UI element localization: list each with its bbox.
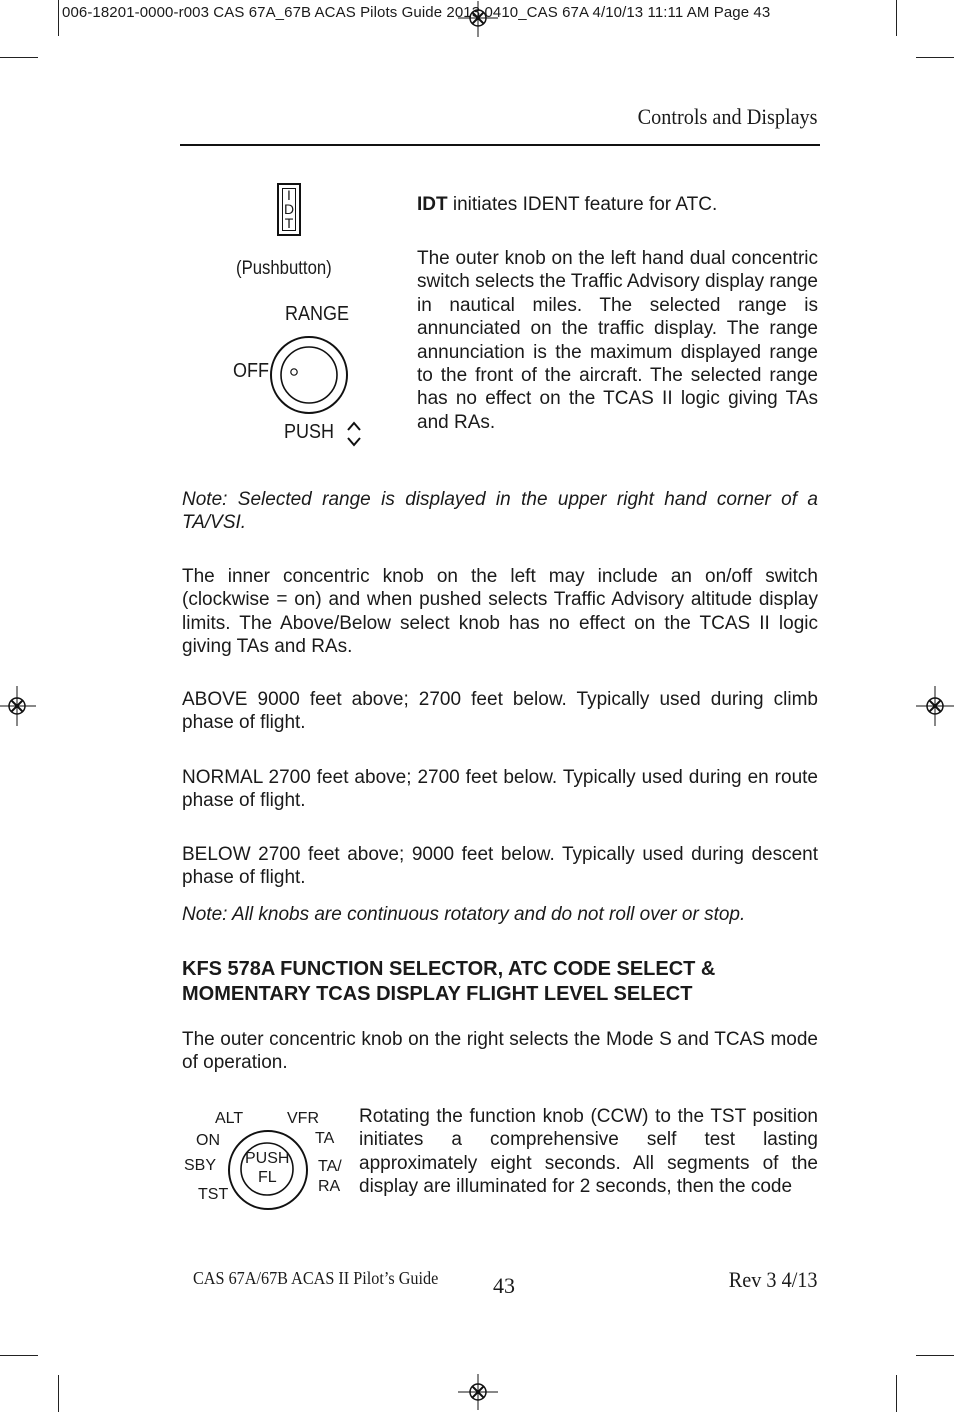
rotating-paragraph: Rotating the function knob (CCW) to the TST position initiates a comprehensive self test lasting approximately eight seconds. All segments of the display are illuminated for 2 seconds, then the code: [359, 1106, 818, 1198]
footer-guide-title: CAS 67A/67B ACAS II Pilot’s Guide: [193, 1268, 439, 1288]
section-heading-line: MOMENTARY TCAS DISPLAY FLIGHT LEVEL SELECT: [182, 983, 693, 1005]
note-range: Note: Selected range is displayed in the upper right hand corner of a TA/VSI.: [182, 489, 818, 534]
fn-label-sby: SBY: [184, 1157, 217, 1174]
fn-label-tara-line: TA/: [318, 1158, 342, 1175]
crop-mark: [896, 1375, 897, 1412]
fn-label-on: ON: [196, 1132, 220, 1149]
page-number: 43: [493, 1273, 515, 1298]
idt-letter: D: [283, 201, 295, 217]
crop-mark: [58, 0, 59, 36]
note-knobs: Note: All knobs are continuous rotatory and do not roll over or stop.: [182, 904, 746, 925]
inner-knob-paragraph: The inner concentric knob on the left may include an on/off switch (clockwise = on) and when pushed selects Traffic Advisory altitude display limits. The Above/Below select knob has no effect on the TCAS II logic giving TAs and RAs.: [182, 566, 818, 658]
section-heading: [182, 957, 822, 1007]
fn-label-tara: [318, 1157, 342, 1197]
crop-mark: [0, 57, 38, 58]
crop-mark: [916, 57, 954, 58]
footer-revision: Rev 3 4/13: [729, 1267, 818, 1292]
idt-letter: T: [284, 215, 294, 231]
section-heading-line: KFS 578A FUNCTION SELECTOR, ATC CODE SELECT &: [182, 958, 716, 980]
idt-pushbutton-icon: [277, 183, 301, 236]
fn-label-tara-line: RA: [318, 1178, 341, 1195]
registration-mark-icon: [0, 686, 36, 726]
up-down-chevron-icon: [345, 420, 363, 448]
crop-mark: [58, 1375, 59, 1412]
range-knob-label: RANGE: [285, 303, 350, 325]
fn-label-tst: TST: [198, 1186, 229, 1203]
fn-label-ta: TA: [315, 1130, 335, 1147]
normal-paragraph: NORMAL 2700 feet above; 2700 feet below. Typically used during en route phase of flight.: [182, 767, 818, 812]
crop-mark: [916, 1355, 954, 1356]
fn-label-alt: ALT: [215, 1110, 244, 1127]
off-knob-label: OFF: [233, 360, 269, 382]
range-description: The outer knob on the left hand dual concentric switch selects the Traffic Advisory display range in nautical miles. The selected range is annunciated on the traffic display. The range annunciation is the maximum displayed range to the front of the aircraft. The selected range has no effect on the TCAS II logic giving TAs and RAs.: [417, 248, 818, 433]
registration-mark-icon: [458, 1374, 498, 1410]
push-knob-label: PUSH: [284, 421, 335, 443]
below-paragraph: BELOW 2700 feet above; 9000 feet below. Typically used during descent phase of flight.: [182, 844, 818, 889]
registration-mark-icon: [916, 686, 954, 726]
range-knob-icon: [268, 334, 350, 416]
fn-label-vfr: VFR: [287, 1110, 319, 1127]
fn-center-fl: FL: [258, 1169, 277, 1186]
outer-knob-paragraph: The outer concentric knob on the right selects the Mode S and TCAS mode of operation.: [182, 1029, 818, 1074]
idt-description: [417, 193, 818, 216]
header-rule: [180, 144, 820, 146]
idt-desc: initiates IDENT feature for ATC.: [447, 194, 718, 215]
pushbutton-caption: (Pushbutton): [236, 258, 332, 279]
page-header-title: Controls and Displays: [638, 104, 818, 129]
crop-mark: [0, 1355, 38, 1356]
print-slug: 006-18201-0000-r003 CAS 67A_67B ACAS Pilots Guide 2013 0410_CAS 67A 4/10/13 11:11 AM Page 43: [62, 4, 771, 21]
idt-term: IDT: [417, 194, 448, 215]
idt-letter: I: [287, 187, 291, 203]
fn-center-push: PUSH: [245, 1150, 290, 1167]
crop-mark: [896, 0, 897, 36]
above-paragraph: ABOVE 9000 feet above; 2700 feet below. Typically used during climb phase of flight.: [182, 689, 818, 734]
registration-mark-icon: [458, 1, 498, 37]
